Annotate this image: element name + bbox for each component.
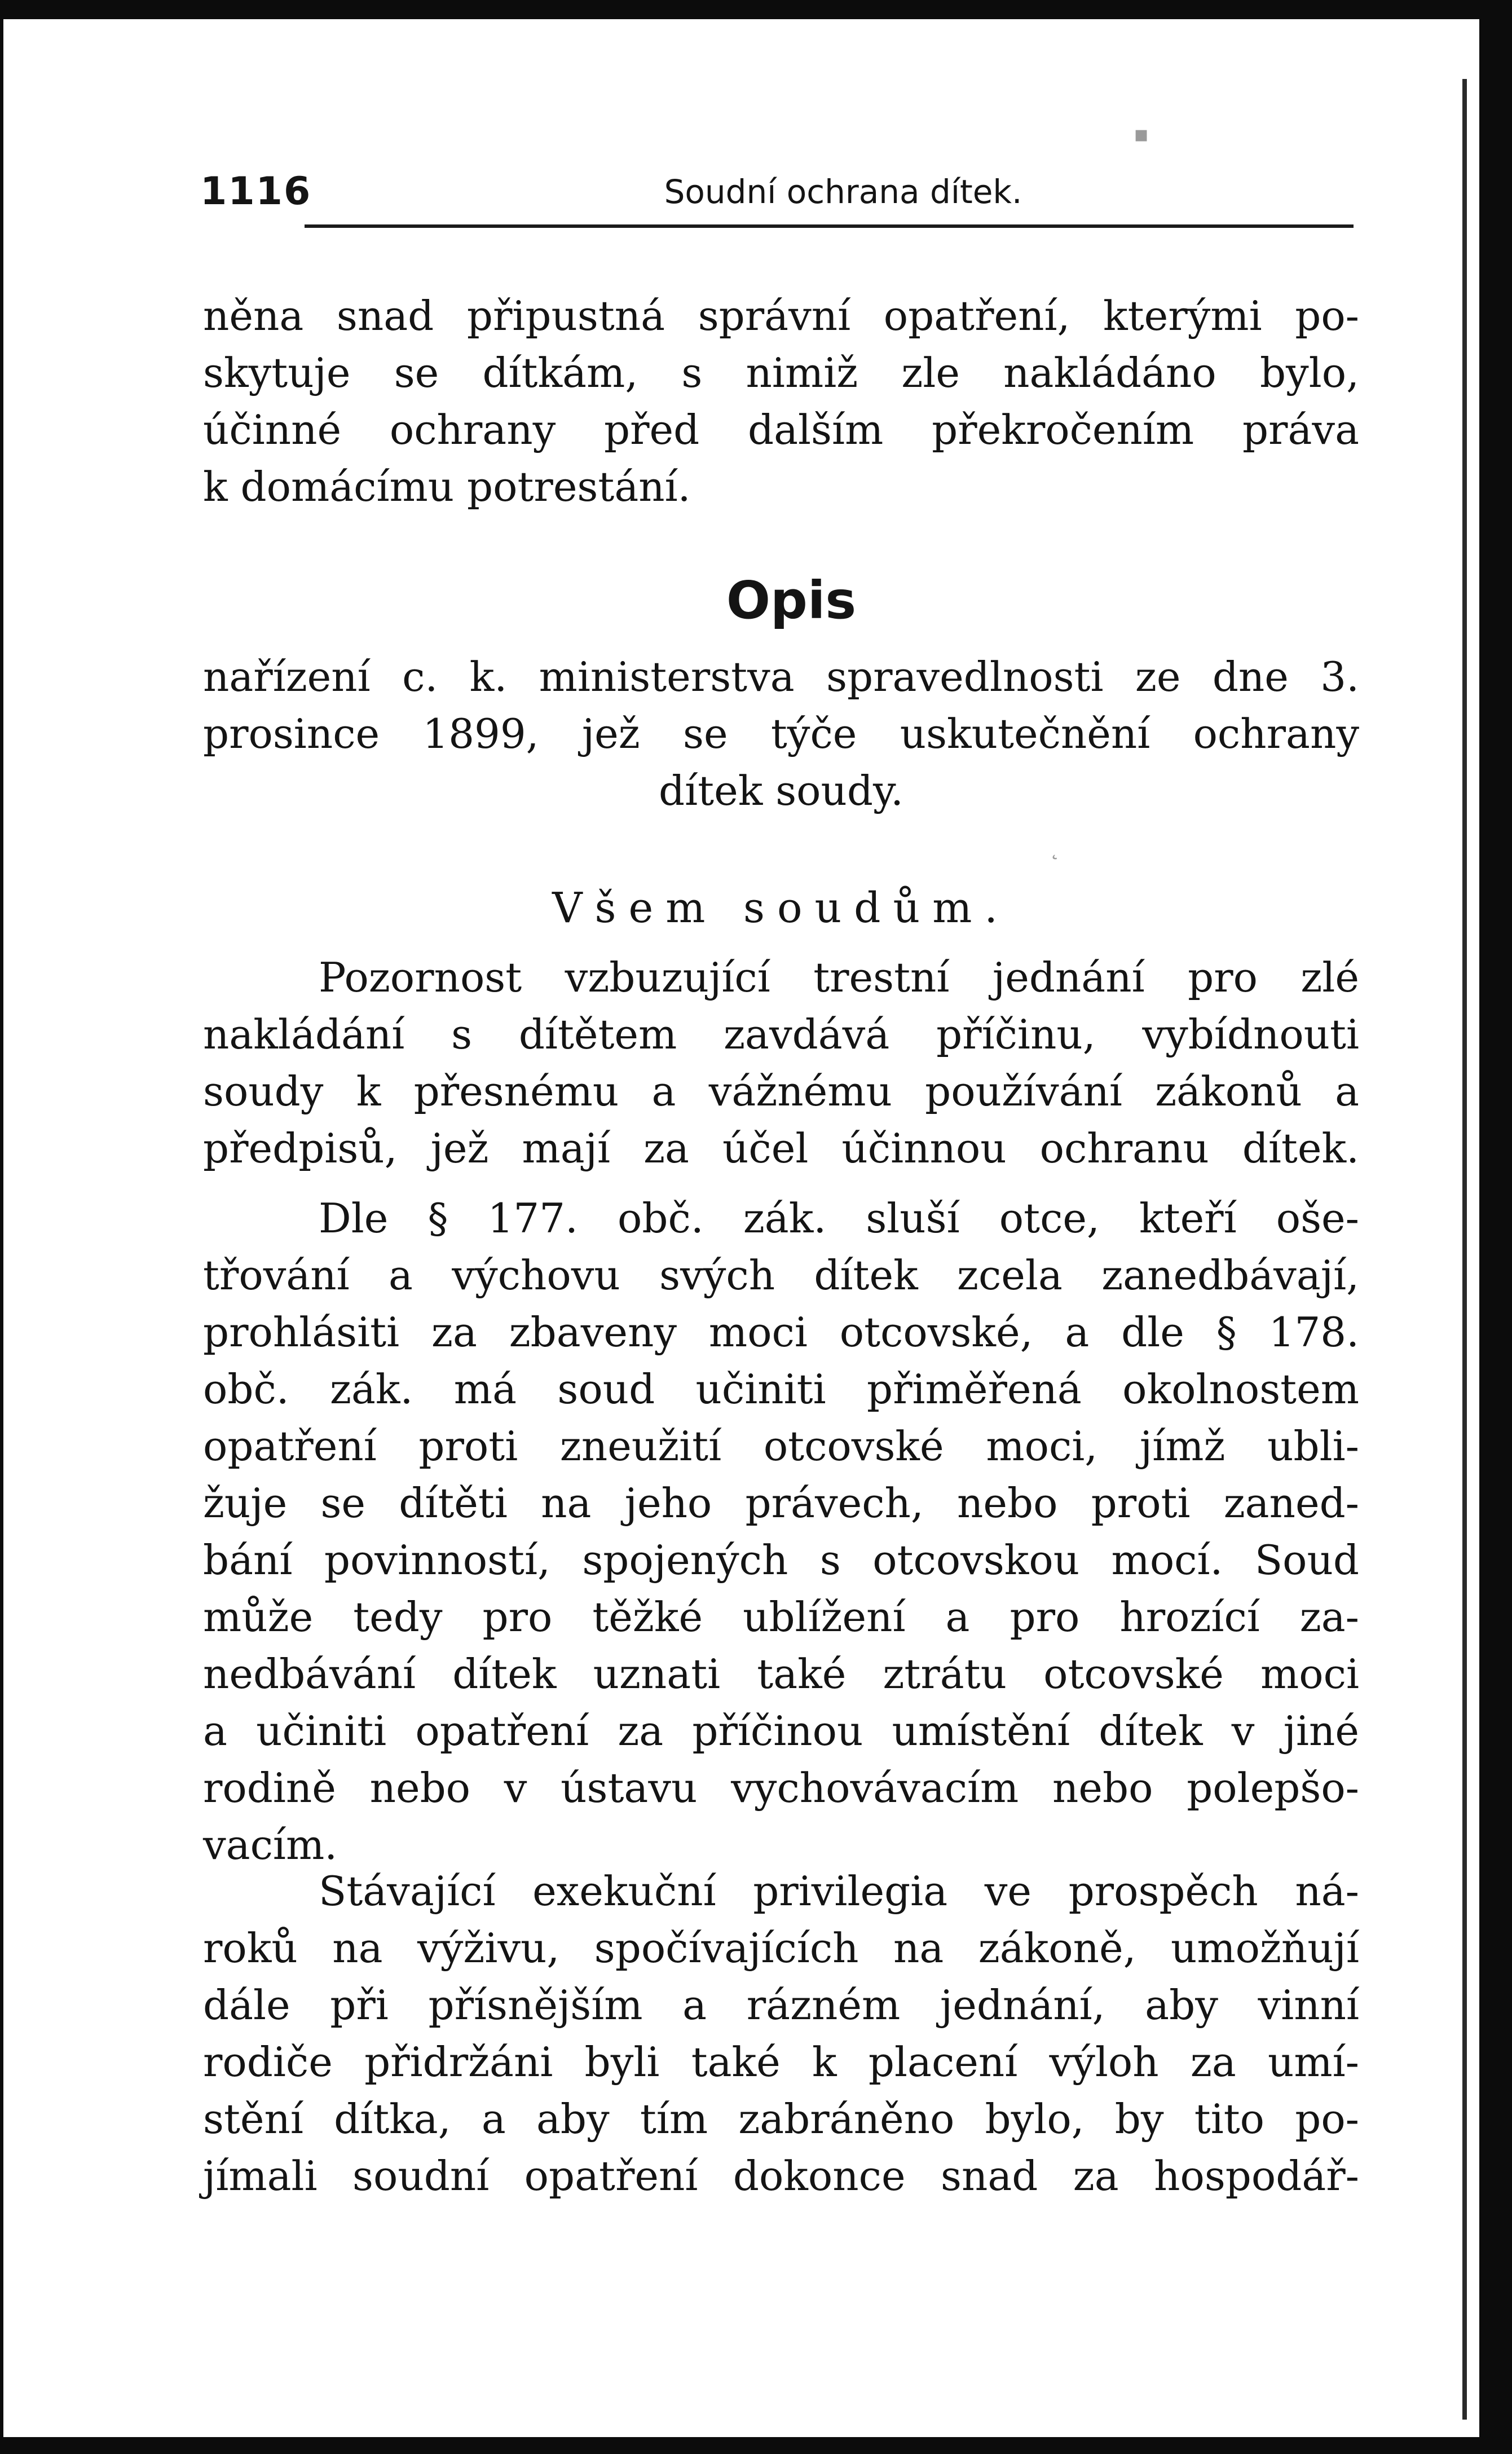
- header-rule: [305, 224, 1354, 228]
- text-line: Pozornost vzbuzující trestní jednání pro zlé: [319, 954, 1359, 1001]
- text-line: dále při přísnějším a rázném jednání, aby vinní: [203, 1981, 1359, 2029]
- page-header: [200, 164, 1351, 220]
- text-line: jímali soudní opatření dokonce snad za hospodář-: [203, 2152, 1359, 2200]
- paragraph-3: [203, 1863, 1359, 2205]
- text-line: něna snad připustná správní opatření, kterými po-: [203, 292, 1359, 340]
- text-line: soudy k přesnému a vážnému používání zákonů a: [203, 1068, 1359, 1115]
- running-head: [200, 164, 1351, 220]
- scan-speck: ˛: [1049, 835, 1060, 861]
- text-line: a učiniti opatření za příčinou umístění dítek v jiné: [203, 1707, 1359, 1755]
- text-line: žuje se dítěti na jeho právech, nebo proti zaned-: [203, 1479, 1359, 1527]
- document-subtitle: [203, 649, 1359, 820]
- subtitle-line: nařízení c. k. ministerstva spravedlnosti ze dne 3.: [203, 653, 1359, 700]
- document-title: Opis: [726, 570, 857, 631]
- text-line: roků na výživu, spočívajících na zákoně, umožňují: [203, 1924, 1359, 1972]
- text-line: k domácímu potrestání.: [203, 463, 691, 510]
- subtitle-line: dítek soudy.: [659, 767, 903, 814]
- paragraph-2: [203, 1190, 1359, 1874]
- scan-speck: ▪: [1134, 121, 1149, 147]
- text-line: nakládání s dítětem zavdává příčinu, vybídnouti: [203, 1011, 1359, 1058]
- text-line: Stávající exekuční privilegia ve prospěch ná-: [319, 1867, 1359, 1915]
- text-line: nedbávání dítek uznati také ztrátu otcovské moci: [203, 1650, 1359, 1698]
- text-line: stění dítka, a aby tím zabráněno bylo, by tito po-: [203, 2095, 1359, 2143]
- text-line: může tedy pro těžké ublížení a pro hrozící za-: [203, 1593, 1359, 1641]
- intro-paragraph: [203, 288, 1359, 516]
- running-head-text: Soudní ochrana dítek.: [664, 173, 1022, 211]
- text-line: Dle § 177. obč. zák. sluší otce, kteří oše-: [319, 1195, 1359, 1242]
- text-line: rodiče přidržáni byli také k placení výloh za umí-: [203, 2038, 1359, 2086]
- text-line: třování a výchovu svých dítek zcela zanedbávají,: [203, 1252, 1359, 1299]
- text-line: účinné ochrany před dalším překročením práva: [203, 406, 1359, 453]
- text-line: opatření proti zneužití otcovské moci, jímž ubli-: [203, 1422, 1359, 1470]
- text-line: skytuje se dítkám, s nimiž zle nakládáno bylo,: [203, 349, 1359, 396]
- text-line: prohlásiti za zbaveny moci otcovské, a dle § 178.: [203, 1308, 1359, 1356]
- text-line: předpisů, jež mají za účel účinnou ochranu dítek.: [203, 1125, 1359, 1172]
- text-line: rodině nebo v ústavu vychovávacím nebo polepšo-: [203, 1764, 1359, 1812]
- text-line: obč. zák. má soud učiniti přiměřená okolnostem: [203, 1365, 1359, 1413]
- addressee: Všem soudům.: [552, 884, 1010, 932]
- page-edge-shadow: [1462, 79, 1467, 2420]
- subtitle-line: prosince 1899, jež se týče uskutečnění ochrany: [203, 710, 1359, 757]
- text-line: bání povinností, spojených s otcovskou mocí. Soud: [203, 1536, 1359, 1584]
- text-line: vacím.: [203, 1821, 338, 1869]
- page-number: 1116: [200, 169, 312, 214]
- paragraph-1: [203, 949, 1359, 1177]
